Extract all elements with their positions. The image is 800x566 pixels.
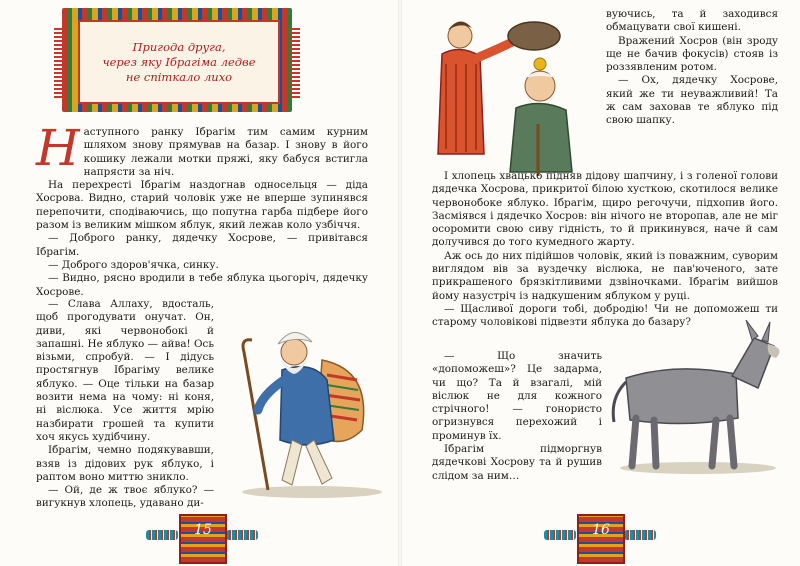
paragraph: аступного ранку Ібрагім тим самим курним шляхом знову прямував на базар. І знову в його кошику лежали мотки пряжі, яку бабуся встигла напрясти за ніч. bbox=[83, 126, 368, 178]
right-text-bottom bbox=[432, 350, 602, 483]
paragraph: — Доброго ранку, дядечку Хосрове, — привітався Ібрагім. bbox=[36, 232, 368, 258]
banner-fringe-right bbox=[290, 28, 300, 98]
right-text-middle bbox=[432, 170, 778, 330]
paragraph: — Доброго здоров'ячка, синку. bbox=[48, 258, 219, 271]
paragraph: На перехресті Ібрагім наздогнав односельця — діда Хосрова. Видно, старий чоловік уже не вперше зупинявся перепочити, сподіваючись, що попутна гарба підбере його разом із великим мішком яблук, який лежав коло узбіччя. bbox=[36, 179, 368, 232]
right-page bbox=[400, 0, 800, 566]
boy-and-old-man-illustration bbox=[410, 4, 600, 180]
left-text-top bbox=[36, 119, 368, 299]
paragraph: І хлопець хвацько підняв дідову шапчину, і з голеної голови дядечка Хосрова, прикритої білою хусткою, скотилося велике червонобоке яблуко. Ібрагім, щиро регочучи, підхопив його. Засміявся і дядечко Хосров: він нічого не второпав, але не міг осоромити свою сиву гідність, то й прикинувся, наче й сам долучився до того кумедного жарту. bbox=[432, 170, 778, 249]
ornament-tassel-right bbox=[624, 530, 656, 540]
chapter-title-line-3: не спіткало лихо bbox=[125, 69, 233, 84]
paragraph: вуючись, та й заходився обмацувати свої кишені. bbox=[606, 8, 778, 34]
ornament-tassel-right bbox=[226, 530, 258, 540]
paragraph: — Щасливої дороги тобі, добродію! Чи не допоможеш ти старому чоловікові підвезти яблука до базару? bbox=[432, 302, 778, 329]
chapter-title-line-1: Пригода друга, bbox=[132, 39, 226, 54]
drop-cap: Н bbox=[36, 119, 80, 177]
paragraph: — Слава Аллаху, вдосталь, щоб прогодувати онучат. Он, диви, які червонобокі й запашні. Не яблуко — айва! Ось візьми, спробуй. — І дідусь простягнув Ібрагіму велике яблуко. — Оце тільки на базар возити нема на чому: ні коня, ні віслюка. Усе життя мрію назбирати грошей та купити хоч якусь худібчину. bbox=[36, 298, 214, 443]
page-number: 15 bbox=[194, 522, 212, 538]
right-text-top-narrow bbox=[606, 8, 778, 128]
chapter-banner bbox=[62, 8, 292, 112]
paragraph: — Що значить «допоможеш»? Це задарма, чи що? Та й взагалі, мій віслюк не для кожного стрічного! — гонористо огризнувся перехожий і проминув їх. bbox=[432, 350, 602, 442]
banner-fringe-left bbox=[54, 28, 64, 98]
old-man-illustration bbox=[222, 300, 392, 500]
chapter-title bbox=[78, 20, 280, 104]
donkey-illustration bbox=[606, 318, 790, 478]
paragraph: — Ой, де ж твоє яблуко? — вигукнув хлопець, удавано ди- bbox=[36, 484, 214, 510]
paragraph: Ібрагім, чемно подякувавши, взяв із дідових рук яблуко, і раптом воно миттю зникло. bbox=[36, 444, 214, 483]
chapter-title-line-2: через яку Ібрагіма ледве bbox=[102, 54, 256, 69]
left-text-bottom bbox=[36, 298, 214, 511]
paragraph: — Видно, рясно вродили в тебе яблука цьогоріч, дядечку Хосрове. bbox=[36, 272, 368, 298]
paragraph: — Ох, дядечку Хосрове, який же ти неуважливий! Та ж сам заховав те яблуко під свою шапку. bbox=[606, 74, 778, 127]
page-number-ornament bbox=[544, 508, 654, 564]
paragraph: Вражений Хосров (він зроду ще не бачив фокусів) стояв із роззявленим ротом. bbox=[606, 34, 778, 74]
ornament-tassel-left bbox=[146, 530, 178, 540]
paragraph: Аж ось до них підійшов чоловік, який із поважним, суворим виглядом вів за вуздечку віслюка, не пав'юченого, зате прикрашеного брязкітливими дзвіночками. Ібрагім вийшов йому назустріч із надкушеним яблуком у руці. bbox=[432, 249, 778, 302]
page-number-ornament bbox=[146, 508, 256, 564]
ornament-tassel-left bbox=[544, 530, 576, 540]
paragraph: Ібрагім підморгнув дядечкові Хосрову та й рушив слідом за ним… bbox=[432, 443, 602, 482]
page-number: 16 bbox=[592, 522, 610, 538]
